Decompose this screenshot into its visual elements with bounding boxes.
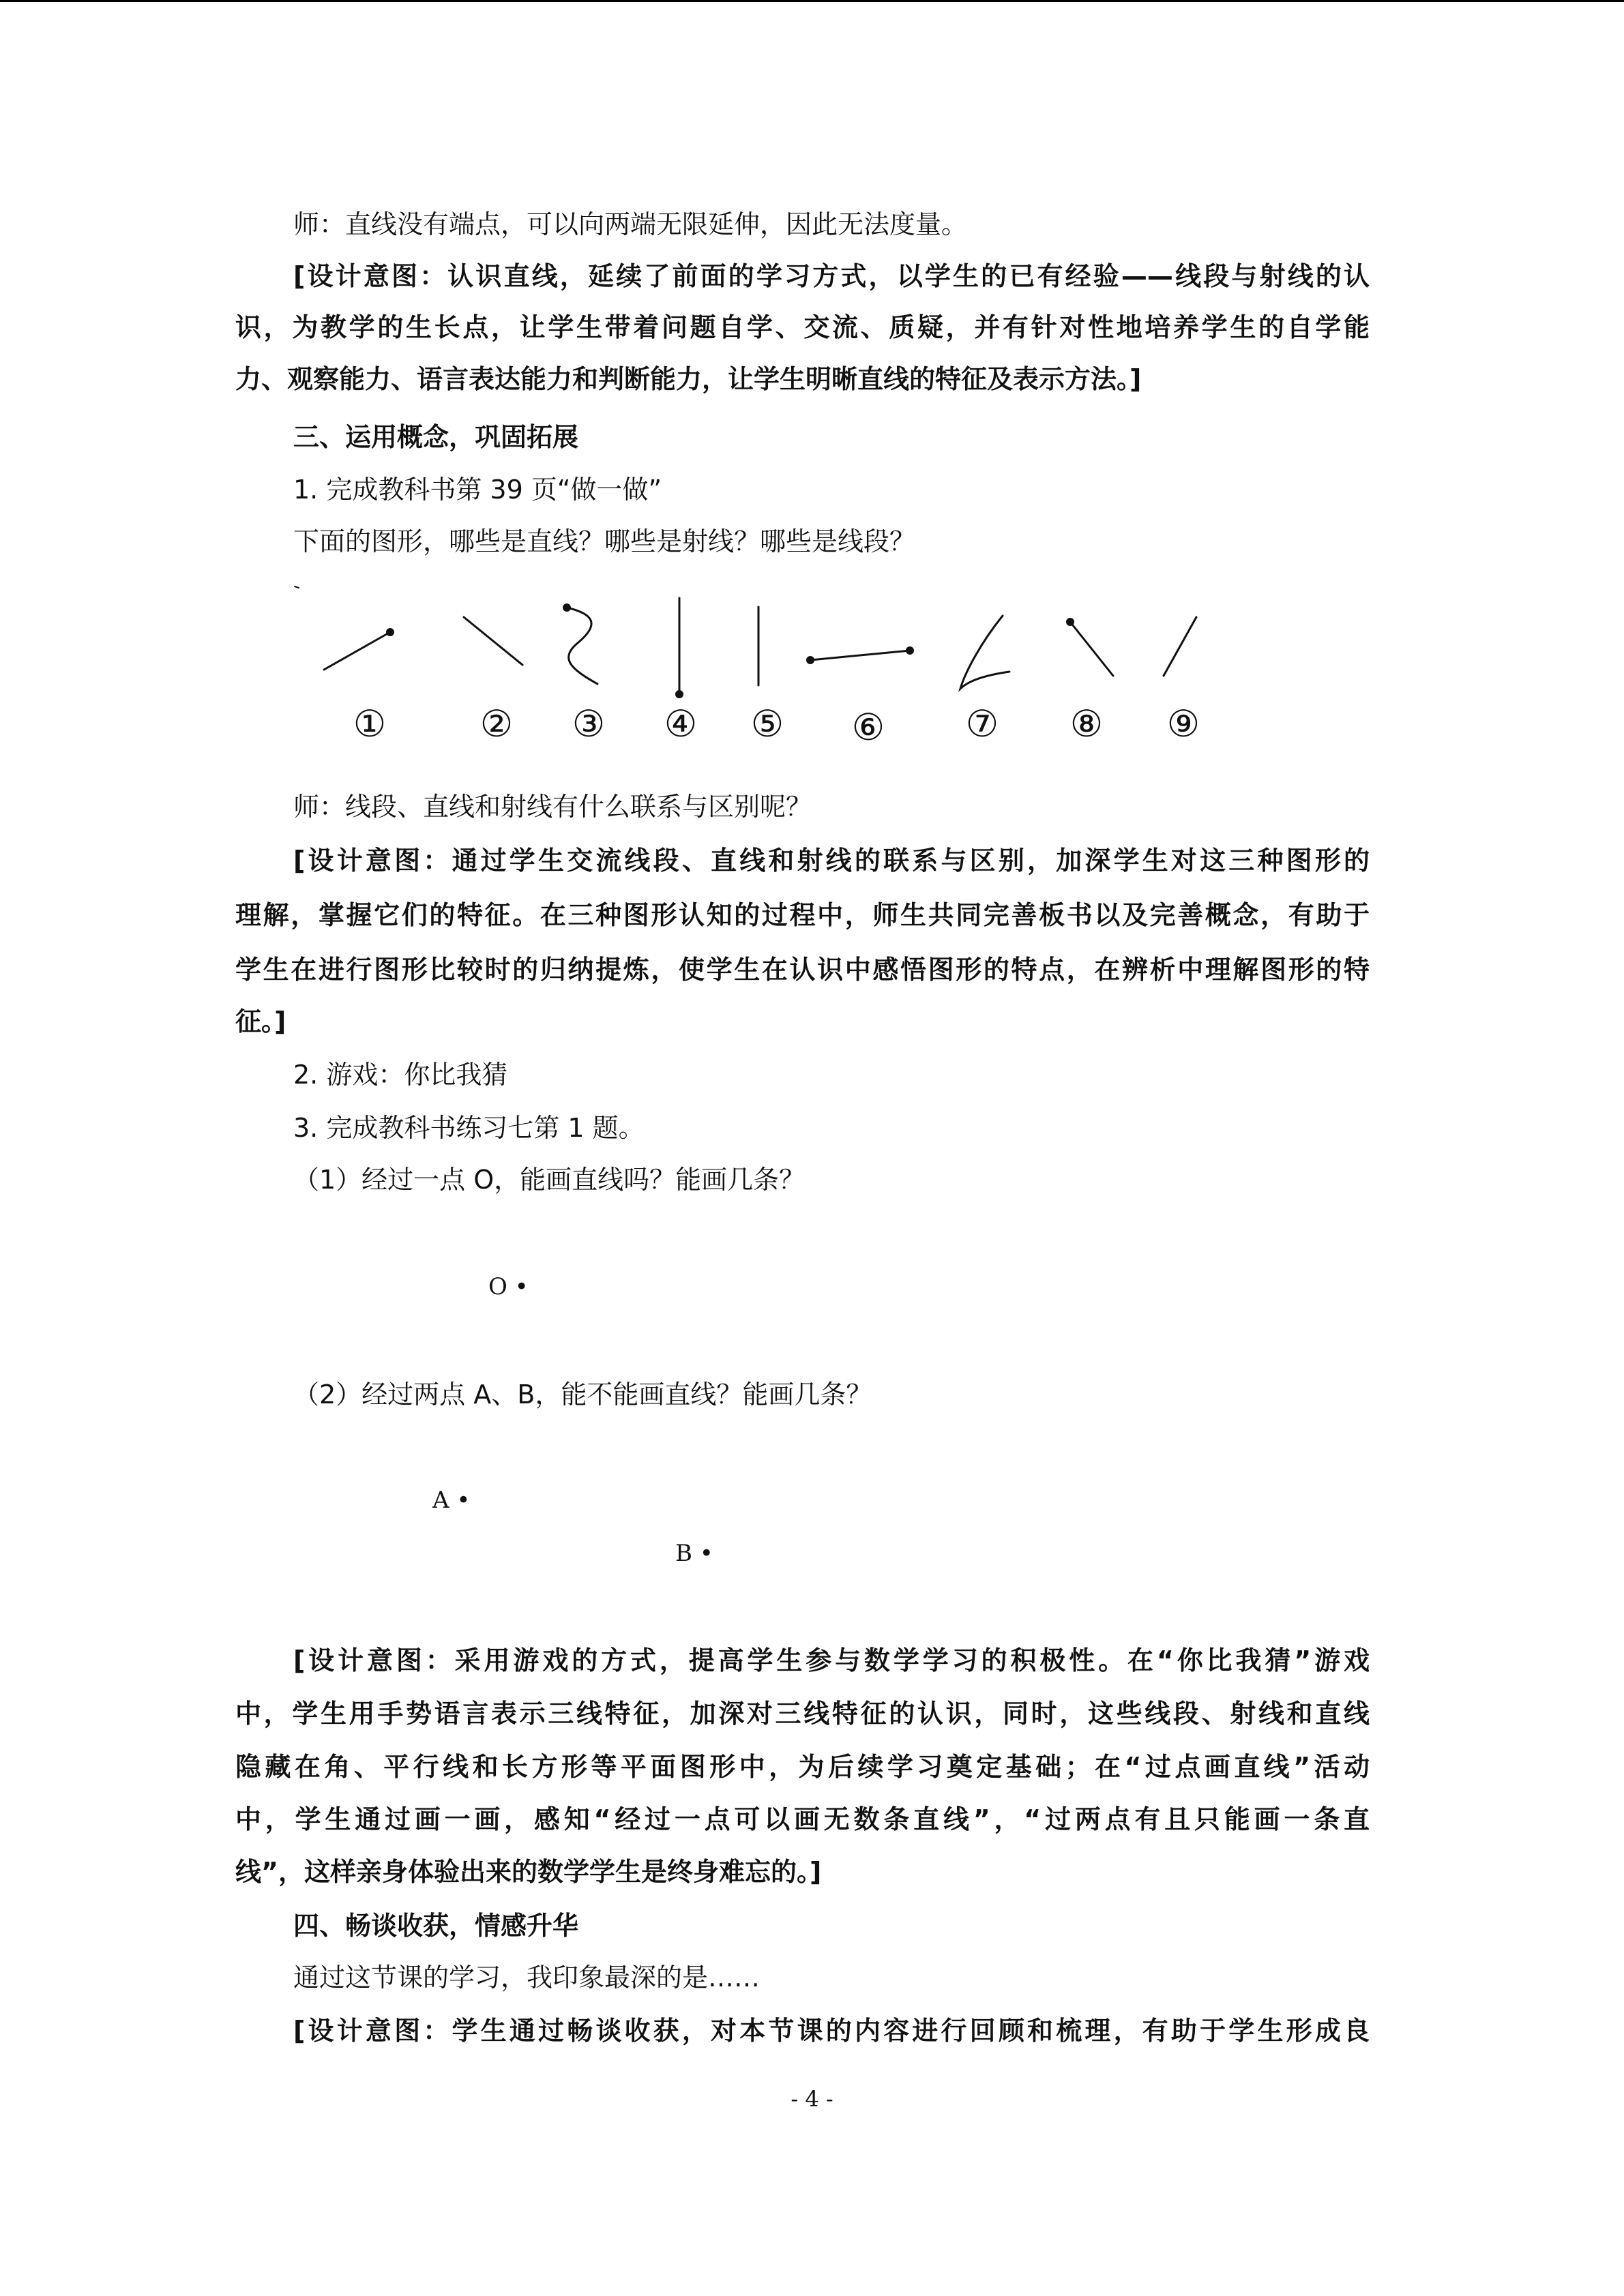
- teacher-remark-1: 师：直线没有端点，可以向两端无限延伸，因此无法度量。: [293, 209, 968, 239]
- figure-3-curve: [567, 608, 597, 684]
- design-intent-2-line-1: [设计意图：通过学生交流线段、直线和射线的联系与区别，加深学生对这三种图形的: [293, 846, 1370, 876]
- exercise-1: 1. 完成教科书第 39 页“做一做”: [293, 475, 662, 505]
- figure-label-5: ⑤: [750, 702, 784, 745]
- figure-9-line: [1164, 617, 1196, 676]
- figure-label-2: ②: [479, 702, 514, 745]
- exercise-2: 2. 游戏：你比我猜: [293, 1060, 508, 1090]
- design-intent-1-line-3: 力、观察能力、语言表达能力和判断能力，让学生明晰直线的特征及表示方法。]: [235, 364, 1142, 394]
- teacher-remark-2: 师：线段、直线和射线有什么联系与区别呢？: [293, 792, 812, 822]
- exercise-3-part-2: （2）经过两点 A、B，能不能画直线？能画几条？: [293, 1380, 872, 1410]
- figure-label-6: ⑥: [851, 706, 885, 749]
- figure-label-4: ④: [664, 702, 698, 745]
- design-intent-3-line-2: 中，学生用手势语言表示三线特征，加深对三线特征的认识，同时，这些线段、射线和直线: [235, 1699, 1370, 1729]
- figure-2-line: [464, 617, 522, 665]
- design-intent-2-line-2: 理解，掌握它们的特征。在三种图形认知的过程中，师生共同完善板书以及完善概念，有助于: [235, 900, 1370, 930]
- section-3-heading: 三、运用概念，巩固拓展: [293, 422, 579, 452]
- design-intent-4-line-1: [设计意图：学生通过畅谈收获，对本节课的内容进行回顾和梳理，有助于学生形成良: [293, 2016, 1370, 2046]
- figure-8-ray: [1070, 622, 1113, 676]
- design-intent-2-line-4: 征。]: [235, 1007, 286, 1037]
- figure-6-segment: [810, 651, 910, 660]
- point-a: A •: [432, 1487, 471, 1514]
- figure-label-3: ③: [572, 702, 606, 745]
- design-intent-1-line-1: [设计意图：认识直线，延续了前面的学习方式，以学生的已有经验——线段与射线的认: [293, 261, 1370, 291]
- design-intent-3-line-1: [设计意图：采用游戏的方式，提高学生参与数学学习的积极性。在“你比我猜”游戏: [293, 1645, 1370, 1675]
- design-intent-3-line-5: 线”，这样亲身体验出来的数学学生是终身难忘的。]: [235, 1857, 822, 1887]
- design-intent-2-line-3: 学生在进行图形比较时的归纳提炼，使学生在认识中感悟图形的特点，在辨析中理解图形的特: [235, 955, 1370, 985]
- point-b: B •: [675, 1540, 713, 1567]
- section-4-heading: 四、畅谈收获，情感升华: [293, 1911, 579, 1941]
- point-o: O •: [488, 1273, 529, 1300]
- page-top-border: [0, 0, 1624, 2]
- exercise-3-part-1: （1）经过一点 O，能画直线吗？能画几条？: [293, 1165, 806, 1195]
- page-number: - 4 -: [791, 2086, 833, 2112]
- figure-label-1: ①: [353, 702, 387, 745]
- design-intent-3-line-3: 隐藏在角、平行线和长方形等平面图形中，为后续学习奠定基础；在“过点画直线”活动: [235, 1752, 1370, 1782]
- exercise-1-question: 下面的图形，哪些是直线？哪些是射线？哪些是线段？: [293, 526, 916, 556]
- figure-7-curve: [960, 616, 1009, 689]
- reflection-prompt: 通过这节课的学习，我印象最深的是……: [293, 1963, 761, 1993]
- design-intent-1-line-2: 识，为教学的生长点，让学生带着问题自学、交流、质疑，并有针对性地培养学生的自学能: [235, 312, 1370, 342]
- figure-1-ray: [324, 632, 390, 670]
- figure-label-9: ⑨: [1166, 702, 1200, 745]
- line-figures: [293, 580, 1214, 750]
- figure-label-7: ⑦: [965, 702, 999, 745]
- design-intent-3-line-4: 中，学生通过画一画，感知“经过一点可以画无数条直线”，“过两点有且只能画一条直: [235, 1804, 1370, 1834]
- figure-label-8: ⑧: [1069, 702, 1104, 745]
- exercise-3: 3. 完成教科书练习七第 1 题。: [293, 1113, 645, 1143]
